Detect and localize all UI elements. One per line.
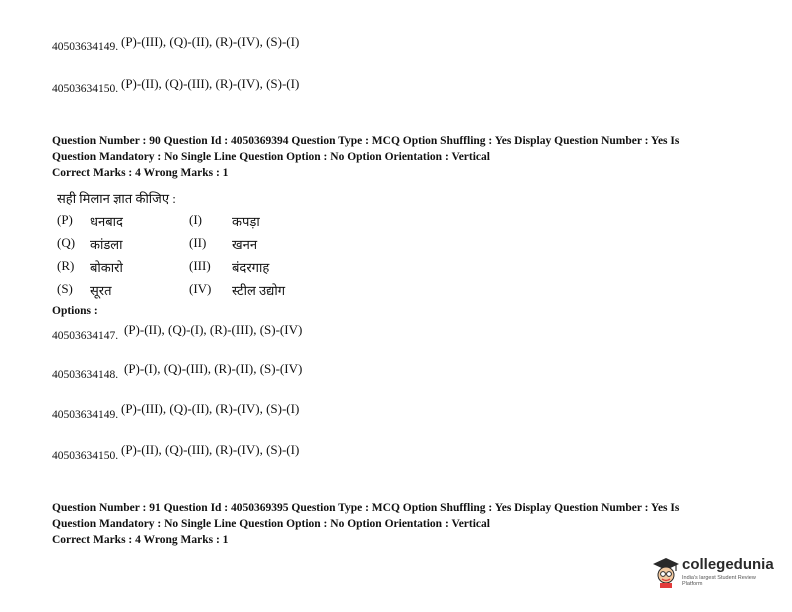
watermark-logo — [652, 556, 776, 588]
right-item: स्टील उद्योग — [232, 283, 286, 298]
question-header-line: Correct Marks : 4 Wrong Marks : 1 — [52, 167, 229, 179]
right-label: (I) — [189, 212, 202, 227]
option-text: (P)-(III), (Q)-(II), (R)-(IV), (S)-(I) — [121, 34, 300, 49]
option-text: (P)-(III), (Q)-(II), (R)-(IV), (S)-(I) — [121, 401, 300, 416]
question-header — [52, 500, 679, 548]
right-item: खनन — [232, 237, 258, 252]
question-header-line: Question Mandatory : No Single Line Question Option : No Option Orientation : Vertical — [52, 151, 490, 163]
right-item: कपड़ा — [232, 214, 260, 229]
left-item: बोकारो — [90, 260, 123, 275]
graduate-mascot-icon — [652, 556, 680, 588]
option-id: 40503634148. — [52, 369, 119, 381]
option-text: (P)-(II), (Q)-(I), (R)-(III), (S)-(IV) — [124, 322, 303, 337]
option-text: (P)-(II), (Q)-(III), (R)-(IV), (S)-(I) — [121, 76, 300, 91]
option-id: 40503634149. — [52, 41, 119, 53]
option-id: 40503634147. — [52, 330, 119, 342]
options-label: Options : — [52, 305, 98, 317]
option-id: 40503634150. — [52, 83, 119, 95]
left-item: कांडला — [90, 237, 123, 252]
right-item: बंदरगाह — [232, 260, 270, 275]
brand-name: collegedunia — [682, 556, 774, 573]
option-id: 40503634149. — [52, 409, 119, 421]
left-item: सूरत — [90, 283, 112, 298]
left-label: (S) — [57, 281, 73, 296]
right-label: (III) — [189, 258, 211, 273]
right-label: (IV) — [189, 281, 212, 296]
question-header-line: Question Number : 91 Question Id : 4050369395 Question Type : MCQ Option Shuffling : Yes Display Question Number : Yes Is — [52, 502, 680, 514]
question-header — [52, 133, 679, 181]
brand-tagline: India's largest Student Review Platform — [682, 575, 756, 587]
left-label: (P) — [57, 212, 73, 227]
left-label: (Q) — [57, 235, 76, 250]
question-prompt: सही मिलान ज्ञात कीजिए : — [57, 191, 176, 206]
option-text: (P)-(II), (Q)-(III), (R)-(IV), (S)-(I) — [121, 442, 300, 457]
option-id: 40503634150. — [52, 450, 119, 462]
option-text: (P)-(I), (Q)-(III), (R)-(II), (S)-(IV) — [124, 361, 303, 376]
left-item: धनबाद — [90, 214, 123, 229]
right-label: (II) — [189, 235, 207, 250]
question-header-line: Question Number : 90 Question Id : 4050369394 Question Type : MCQ Option Shuffling : Yes Display Question Number : Yes Is — [52, 135, 680, 147]
left-label: (R) — [57, 258, 75, 273]
question-header-line: Correct Marks : 4 Wrong Marks : 1 — [52, 534, 229, 546]
question-header-line: Question Mandatory : No Single Line Question Option : No Option Orientation : Vertical — [52, 518, 490, 530]
